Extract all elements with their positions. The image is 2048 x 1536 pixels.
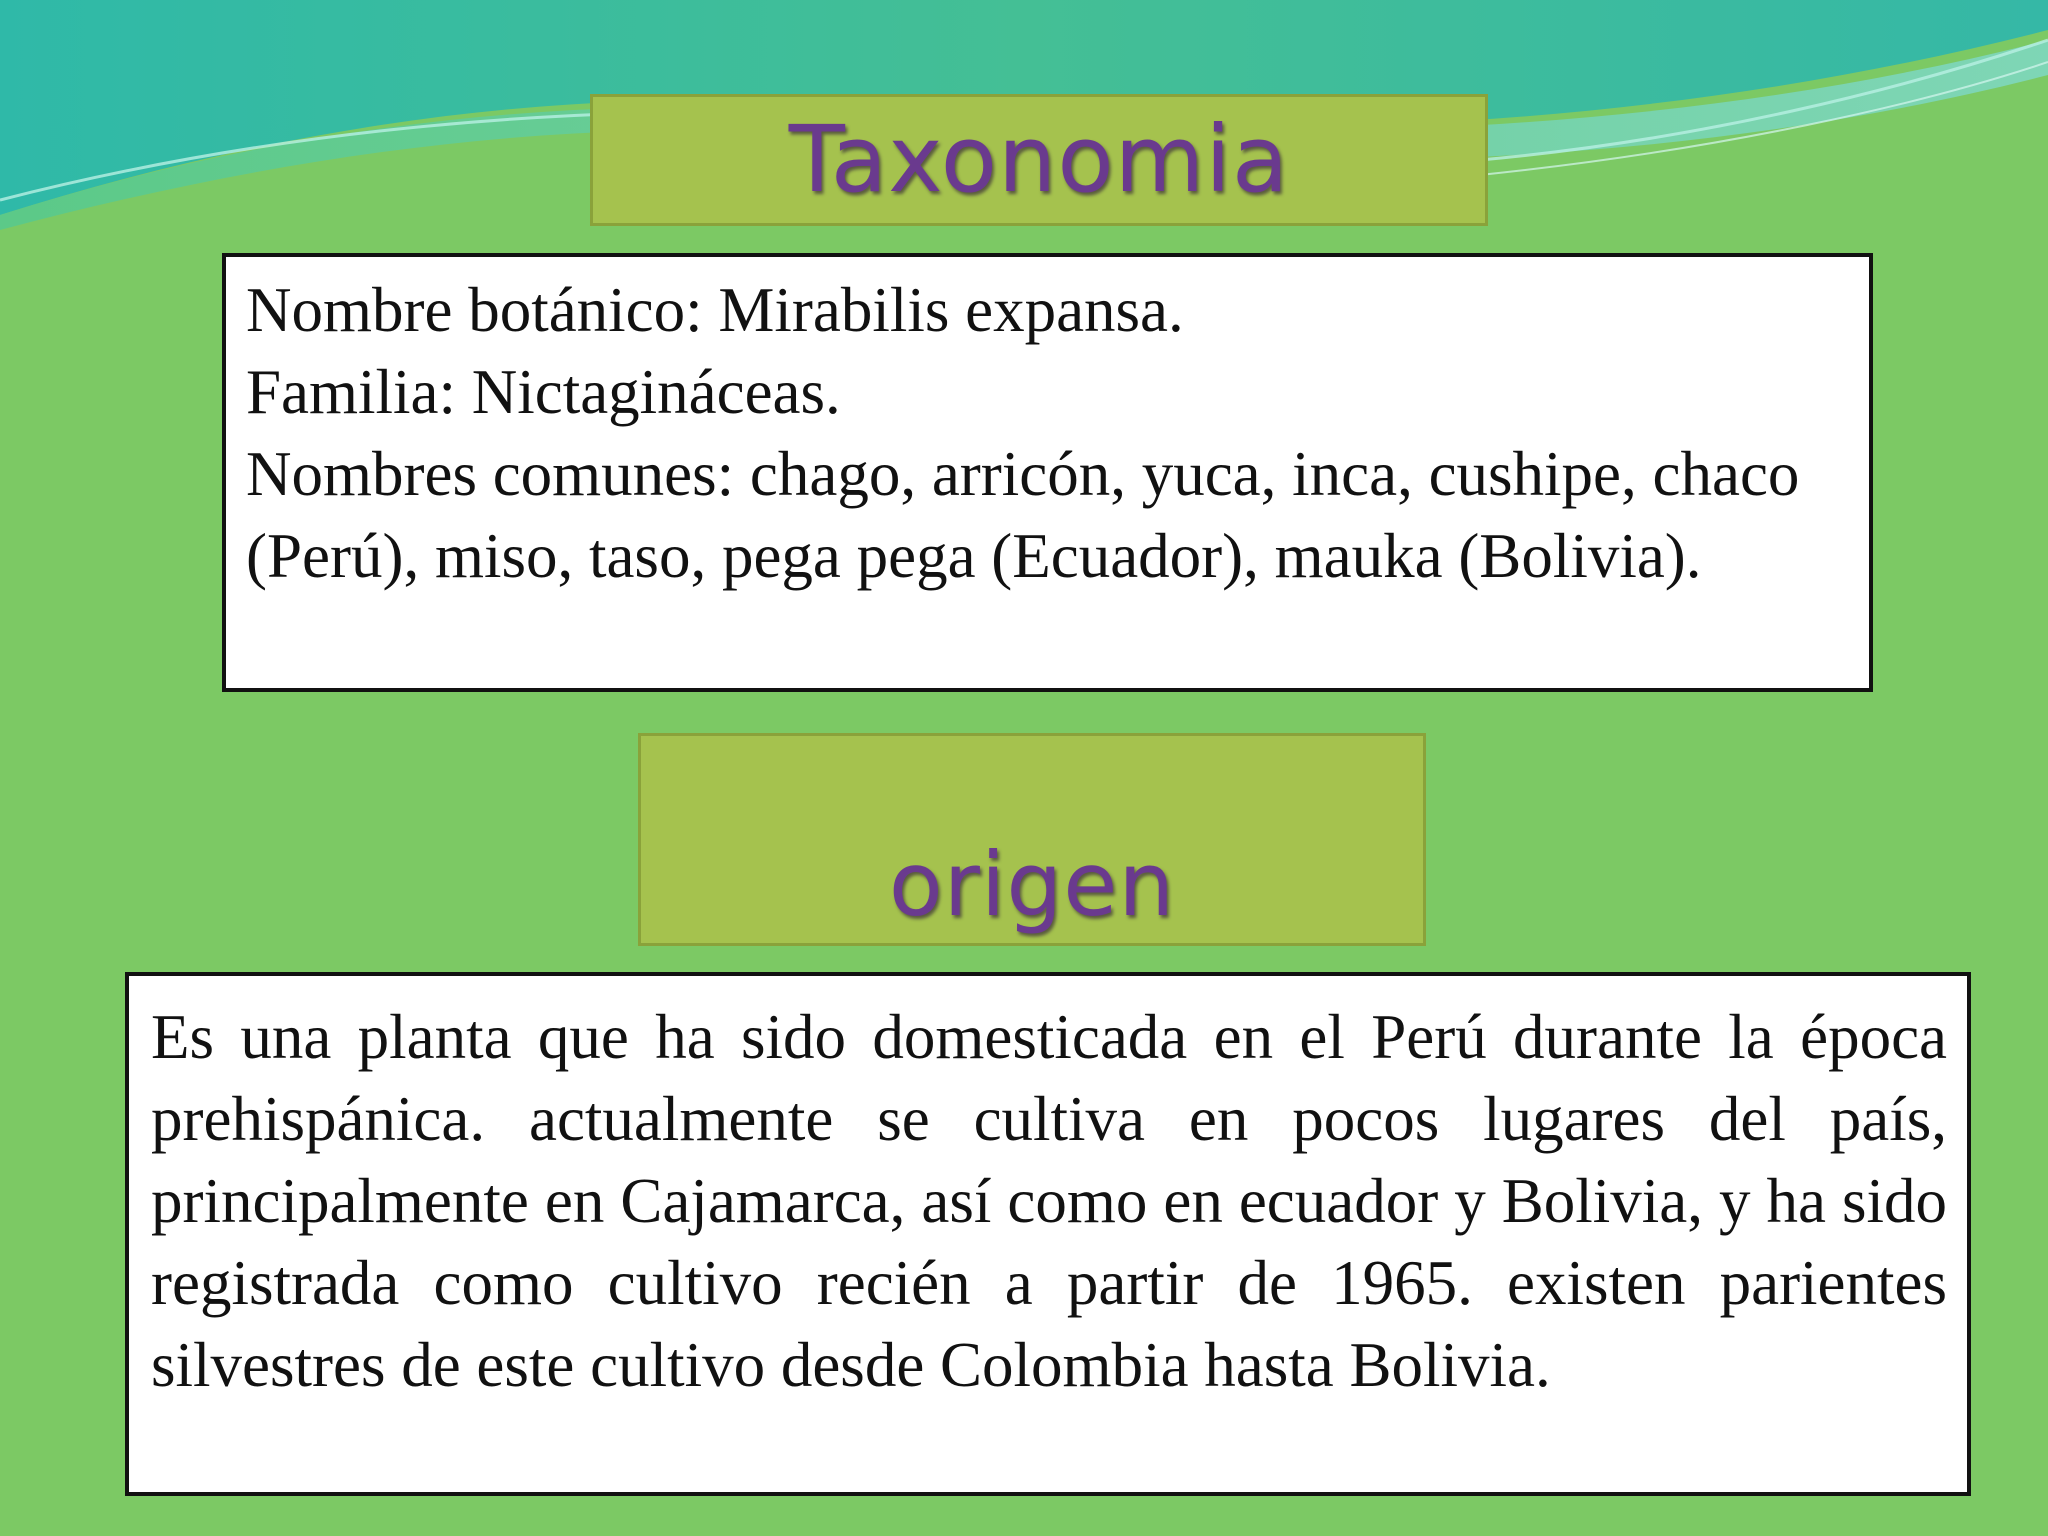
taxonomia-title-box — [590, 94, 1488, 226]
botanical-name-line: Nombre botánico: Mirabilis expansa. — [246, 275, 1184, 345]
origen-title: origen — [888, 833, 1176, 936]
origen-text-box — [125, 972, 1971, 1496]
origen-title-box — [638, 733, 1426, 946]
family-line: Familia: Nictagináceas. — [246, 357, 841, 427]
taxonomia-text-box — [222, 253, 1873, 692]
taxonomia-title: Taxonomia — [788, 106, 1290, 213]
origen-paragraph: Es una planta que ha sido domesticada en el Perú durante la época prehispánica. actualmente se cultiva en pocos lugares del país, principalmente en Cajamarca, así como en ecuador y Bolivia, y ha sido registrada como cultivo recién a partir de 1965. existen parientes silvestres de este cultivo desde Colombia hasta Bolivia. — [151, 1002, 1947, 1400]
common-names-line: Nombres comunes: chago, arricón, yuca, inca, cushipe, chaco (Perú), miso, taso, pega pega (Ecuador), mauka (Bolivia). — [246, 439, 1800, 591]
